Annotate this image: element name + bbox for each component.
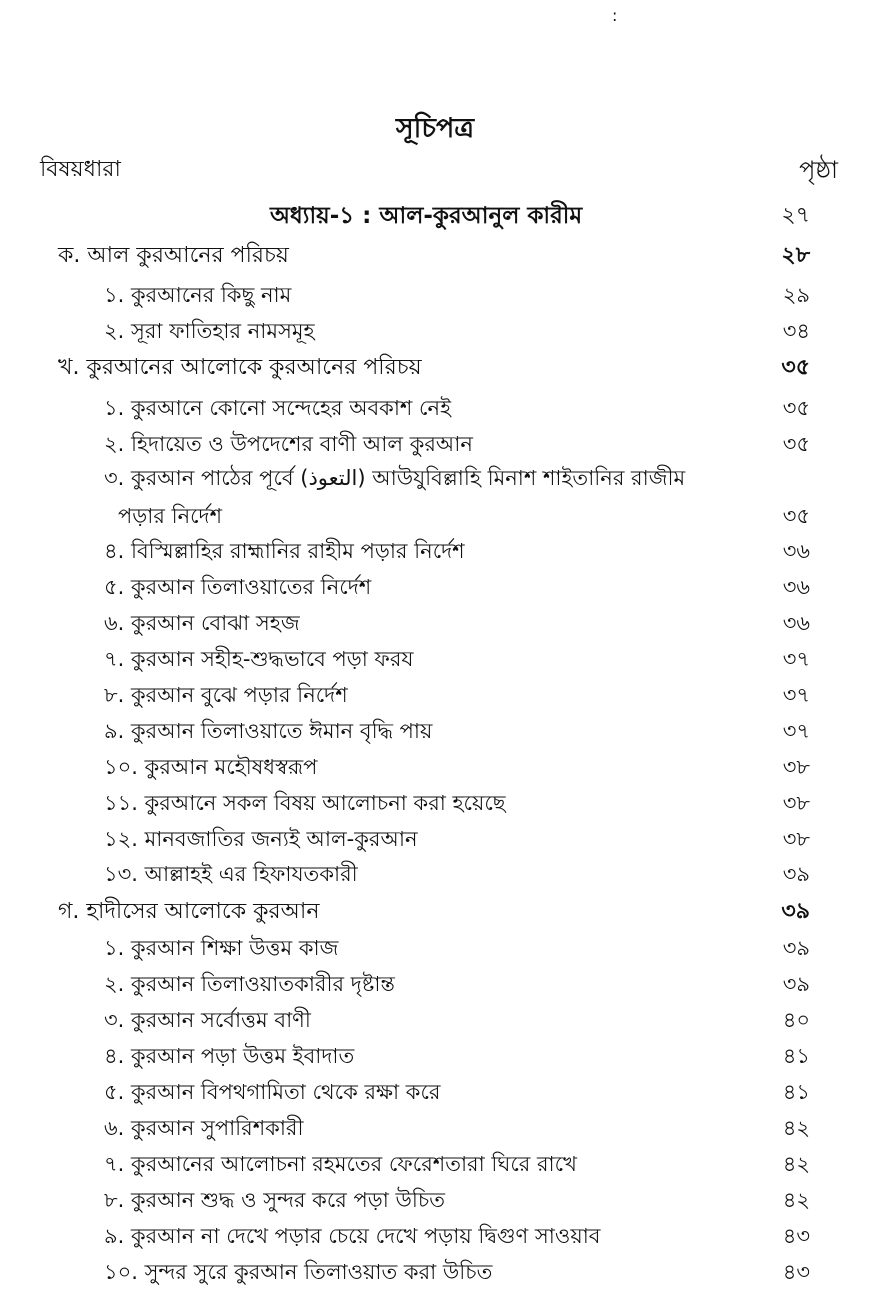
toc-page-number: ৩৬ (782, 611, 810, 635)
toc-page-number: ৪১ (782, 1044, 810, 1068)
toc-item (0, 1002, 870, 1038)
toc-page-number: ২৭ (781, 203, 810, 228)
toc-item (0, 1038, 870, 1074)
toc-entry-title: ২. সূরা ফাতিহার নামসমূহ (104, 319, 315, 343)
toc-entry-title: ৪. কুরআন পড়া উত্তম ইবাদাত (104, 1044, 355, 1068)
toc-entry-title: ১২. মানবজাতির জন্যই আল-কুরআন (104, 827, 418, 851)
toc-page-number: ৩৫ (782, 504, 810, 528)
toc-entry-title: ৮. কুরআন শুদ্ধ ও সুন্দর করে পড়া উচিত (104, 1188, 445, 1212)
toc-entry-title: ৫. কুরআন বিপথগামিতা থেকে রক্ষা করে (104, 1080, 441, 1104)
toc-item (0, 1146, 870, 1182)
toc-page-number: ৪২ (782, 1116, 810, 1140)
toc-page-number: ৩৬ (782, 575, 810, 599)
toc-entry-title: ৯. কুরআন তিলাওয়াতে ঈমান বৃদ্ধি পায় (104, 719, 433, 743)
toc-entry-title: ৪. বিস্মিল্লাহির রাহ্মানির রাহীম পড়ার নির্দেশ (104, 539, 465, 563)
toc-item (0, 498, 870, 534)
toc-page-number: ৪০ (782, 1008, 810, 1032)
column-header-subject: বিষয়ধারা (40, 157, 121, 182)
page-title: সূচিপত্র (395, 113, 475, 144)
toc-page-number: ৪২ (782, 1188, 810, 1212)
toc-item (0, 930, 870, 966)
toc-entry-title: ৫. কুরআন তিলাওয়াতের নির্দেশ (104, 575, 372, 599)
toc-entry-title: ৩. কুরআন পাঠের পূর্বে (التعوذ) আউযুবিল্লাহি মিনাশ শাইতানির রাজীম (104, 466, 686, 490)
toc-entry-title: ৬. কুরআন সুপারিশকারী (104, 1116, 304, 1140)
toc-item (0, 1254, 870, 1290)
toc-entry-title: গ. হাদীসের আলোকে কুরআন (58, 899, 320, 924)
column-header-page: পৃষ্ঠা (799, 156, 838, 184)
toc-entry-title: ১. কুরআনের কিছু নাম (104, 283, 292, 307)
toc-item (0, 677, 870, 713)
toc-item (0, 1218, 870, 1254)
toc-section (0, 894, 870, 930)
toc-item (0, 713, 870, 749)
toc-entry-title: ৬. কুরআন বোঝা সহজ (104, 611, 300, 635)
toc-item (0, 463, 870, 499)
toc-page-number: ৩৮ (782, 791, 810, 815)
toc-page-number: ২৮ (781, 243, 810, 268)
toc-entry-title: পড়ার নির্দেশ (118, 504, 223, 528)
toc-page-number: ৩৮ (782, 755, 810, 779)
toc-entry-title: ৩. কুরআন সর্বোত্তম বাণী (104, 1008, 311, 1032)
toc-entry-title: ৮. কুরআন বুঝে পড়ার নির্দেশ (104, 683, 348, 707)
toc-section (0, 238, 870, 274)
toc-page-number: ৪৩ (782, 1260, 810, 1284)
toc-entry-title: ১. কুরআন শিক্ষা উত্তম কাজ (104, 936, 339, 960)
toc-item (0, 277, 870, 313)
toc-entry-title: ক. আল কুরআনের পরিচয় (58, 243, 289, 268)
toc-entry-title: ২. হিদায়েত ও উপদেশের বাণী আল কুরআন (104, 432, 473, 456)
toc-page-number: ৩৫ (782, 432, 810, 456)
toc-page-number: ৩৫ (781, 355, 810, 380)
toc-item (0, 641, 870, 677)
toc-page-number: ৩৬ (782, 539, 810, 563)
toc-entry-title: ১. কুরআনে কোনো সন্দেহের অবকাশ নেই (104, 396, 451, 420)
toc-item (0, 821, 870, 857)
toc-chapter (0, 198, 870, 234)
toc-item (0, 533, 870, 569)
toc-page-number: ৩৯ (782, 972, 810, 996)
toc-item (0, 390, 870, 426)
toc-page-number: ৪৩ (782, 1224, 810, 1248)
toc-item (0, 966, 870, 1002)
toc-entry-title: ৭. কুরআনের আলোচনা রহমতের ফেরেশতারা ঘিরে রাখে (104, 1152, 577, 1176)
toc-page-number: ৩৭ (782, 647, 810, 671)
toc-item (0, 749, 870, 785)
toc-page-number: ৩৭ (782, 683, 810, 707)
toc-entry-title: অধ্যায়-১ : আল-কুরআনুল কারীম (270, 203, 583, 229)
toc-item (0, 313, 870, 349)
toc-entry-title: ১০. কুরআন মহৌষধস্বরূপ (104, 755, 318, 779)
toc-page-number: ২৯ (782, 283, 810, 307)
toc-entry-title: ১১. কুরআনে সকল বিষয় আলোচনা করা হয়েছে (104, 791, 506, 815)
toc-entry-title: খ. কুরআনের আলোকে কুরআনের পরিচয় (58, 355, 422, 380)
toc-entry-title: ৯. কুরআন না দেখে পড়ার চেয়ে দেখে পড়ায় দ্বিগুণ সাওয়াব (104, 1224, 601, 1248)
toc-item (0, 426, 870, 462)
toc-section (0, 350, 870, 386)
toc-item (0, 569, 870, 605)
toc-page-number: ৪১ (782, 1080, 810, 1104)
toc-page-number: ৩৫ (782, 396, 810, 420)
toc-item (0, 856, 870, 892)
toc-entry-title: ১৩. আল্লাহই এর হিফাযতকারী (104, 862, 358, 886)
toc-page-number: ৩৭ (782, 719, 810, 743)
toc-item (0, 1182, 870, 1218)
toc-item (0, 1110, 870, 1146)
toc-item (0, 1074, 870, 1110)
toc-item (0, 605, 870, 641)
toc-page-number: ৩৯ (782, 862, 810, 886)
toc-page-number: ৩৪ (782, 319, 810, 343)
toc-page-number: ৩৮ (782, 827, 810, 851)
toc-entry-title: ৭. কুরআন সহীহ-শুদ্ধভাবে পড়া ফরয (104, 647, 414, 671)
toc-page-number: ৪২ (782, 1152, 810, 1176)
toc-page-number: ৩৯ (782, 936, 810, 960)
page-mark: : (612, 6, 618, 25)
toc-page-number: ৩৯ (781, 899, 810, 924)
toc-entry-title: ১০. সুন্দর সুরে কুরআন তিলাওয়াত করা উচিত (104, 1260, 493, 1284)
toc-item (0, 785, 870, 821)
toc-entry-title: ২. কুরআন তিলাওয়াতকারীর দৃষ্টান্ত (104, 972, 395, 996)
